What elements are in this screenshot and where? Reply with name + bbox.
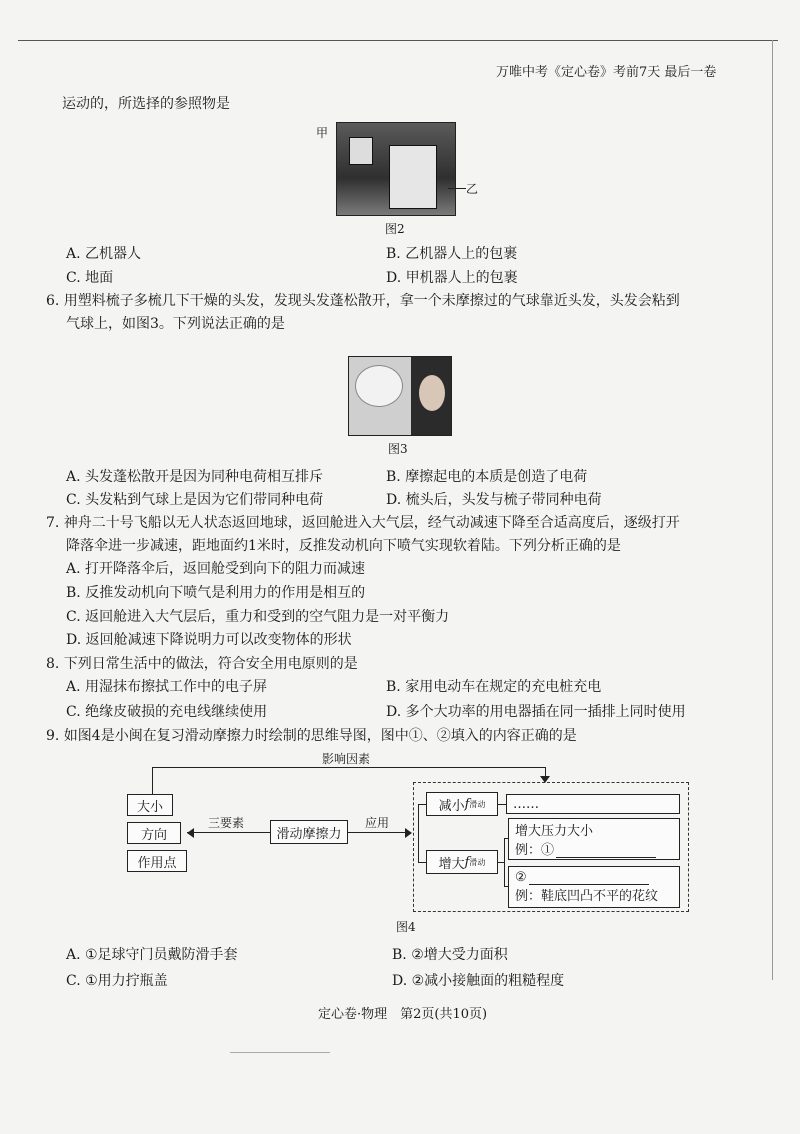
map-reduce-node <box>426 792 498 816</box>
q7-stem-line2: 降落伞进一步减速，距地面约1米时，反推发动机向下喷气实现软着陆。下列分析正确的是 <box>66 538 621 554</box>
map-item-direction: 方向 <box>127 822 181 844</box>
map-example1: 例：① <box>515 843 555 858</box>
reduce-f: f <box>464 796 470 812</box>
face-icon <box>419 375 445 411</box>
map-roughness-box <box>508 866 680 908</box>
q5-intro: 运动的，所选择的参照物是 <box>62 96 230 112</box>
increase-f-sub: 滑动 <box>469 857 486 867</box>
q5-option-b: B. 乙机器人上的包裹 <box>386 246 518 262</box>
map-example2: 例：鞋底凹凸不平的花纹 <box>515 889 659 904</box>
map-pressure-label: 增大压力大小 <box>515 824 594 839</box>
robot-jia-icon <box>349 137 373 165</box>
map-increase-node <box>426 850 498 874</box>
map-branch-top <box>418 804 426 805</box>
q9-option-a: A. ①足球守门员戴防滑手套 <box>66 947 238 963</box>
right-border-line <box>772 40 773 980</box>
map-top-left-drop <box>152 767 153 794</box>
q5-option-c: C. 地面 <box>66 270 114 286</box>
figure2-robot-photo <box>336 122 456 216</box>
q6-option-c: C. 头发粘到气球上是因为它们带同种电荷 <box>66 492 324 508</box>
map-top-connector <box>152 767 545 768</box>
q6-option-a: A. 头发蓬松散开是因为同种电荷相互排斥 <box>66 469 324 485</box>
arrow-right-icon <box>405 828 412 838</box>
figure4-caption: 图4 <box>396 920 416 934</box>
map-item-size: 大小 <box>127 794 173 816</box>
map-reduce-detail: …… <box>506 794 680 814</box>
map-circle2-row <box>515 870 649 885</box>
q9-stem: 9. 如图4是小闽在复习滑动摩擦力时绘制的思维导图，图中①、②填入的内容正确的是 <box>46 728 577 744</box>
increase-f: f <box>464 854 470 870</box>
figure2-pointer-line <box>448 188 466 189</box>
map-example1-row <box>515 839 656 858</box>
reduce-label: 减小 <box>438 798 465 814</box>
top-border-line <box>18 40 778 41</box>
bottom-scan-line <box>230 1052 330 1053</box>
map-pressure-box <box>508 818 680 860</box>
map-circle2: ② <box>515 870 527 885</box>
map-increase-branch <box>504 838 505 886</box>
map-branch-bottom <box>418 862 426 863</box>
map-top-label: 影响因素 <box>322 752 371 766</box>
figure2-caption: 图2 <box>385 222 405 236</box>
q7-stem-line1: 7. 神舟二十号飞船以无人状态返回地球，返回舱进入大气层，经气动减速下降至合适高度后，逐级打开 <box>46 515 680 531</box>
q9-option-d: D. ②减小接触面的粗糙程度 <box>392 973 565 989</box>
q6-option-b: B. 摩擦起电的本质是创造了电荷 <box>386 469 588 485</box>
q8-stem: 8. 下列日常生活中的做法，符合安全用电原则的是 <box>46 656 358 672</box>
figure3-balloon-photo <box>348 356 452 436</box>
map-apply: 应用 <box>365 816 390 830</box>
page-header-title: 万唯中考《定心卷》考前7天 最后一卷 <box>496 65 717 80</box>
figure2-label-yi: 乙 <box>466 182 479 196</box>
q8-option-a: A. 用湿抹布擦拭工作中的电子屏 <box>66 679 268 695</box>
figure3-caption: 图3 <box>388 442 408 456</box>
map-three-elements: 三要素 <box>208 816 245 830</box>
map-item-point: 作用点 <box>127 850 187 872</box>
q7-option-c: C. 返回舱进入大气层后，重力和受到的空气阻力是一对平衡力 <box>66 609 450 625</box>
q6-stem-line2: 气球上，如图3。下列说法正确的是 <box>66 316 285 332</box>
q7-option-d: D. 返回舱减速下降说明力可以改变物体的形状 <box>66 632 352 648</box>
q9-option-c: C. ①用力拧瓶盖 <box>66 973 168 989</box>
q5-option-d: D. 甲机器人上的包裹 <box>386 270 518 286</box>
reduce-f-sub: 滑动 <box>469 799 486 809</box>
q7-option-a: A. 打开降落伞后，返回舱受到向下的阻力而减速 <box>66 561 366 577</box>
figure2-label-jia: 甲 <box>316 126 329 140</box>
map-reduce-connector <box>498 804 506 805</box>
q7-option-b: B. 反推发动机向下喷气是利用力的作用是相互的 <box>66 585 366 601</box>
robot-yi-icon <box>389 145 437 209</box>
q6-stem-line1: 6. 用塑料梳子多梳几下干燥的头发，发现头发蓬松散开，拿一个未摩擦过的气球靠近头发，头发会粘到 <box>46 293 680 309</box>
arrow-left-icon <box>187 828 194 838</box>
increase-label: 增大 <box>438 856 465 872</box>
q9-option-b: B. ②增大受力面积 <box>392 947 508 963</box>
q6-option-d: D. 梳头后，头发与梳子带同种电荷 <box>386 492 602 508</box>
map-branch-vertical <box>418 804 419 862</box>
page-footer: 定心卷·物理 第2页(共10页) <box>318 1007 488 1022</box>
balloon-icon <box>355 365 403 407</box>
q8-option-c: C. 绝缘皮破损的充电线继续使用 <box>66 704 268 720</box>
q8-option-d: D. 多个大功率的用电器插在同一插排上同时使用 <box>386 704 686 720</box>
q5-option-a: A. 乙机器人 <box>66 246 142 262</box>
q8-option-b: B. 家用电动车在规定的充电桩充电 <box>386 679 602 695</box>
map-center-node: 滑动摩擦力 <box>270 820 348 844</box>
map-example1-blank <box>556 857 656 858</box>
